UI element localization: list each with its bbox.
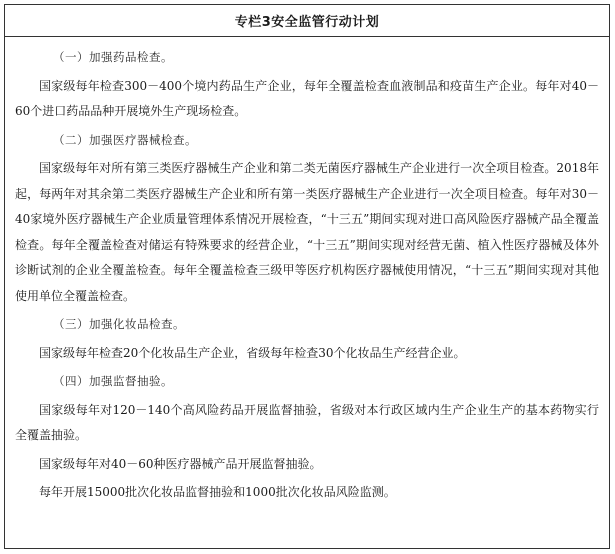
section-paragraph: 每年开展15000批次化妆品监督抽验和1000批次化妆品风险监测。 xyxy=(39,485,396,499)
box-content xyxy=(5,37,609,506)
section-paragraph: 国家级每年对120－140个高风险药品开展监督抽验，省级对本行政区域内生产企业生产的基本药物实行全覆盖抽验。 xyxy=(15,402,599,442)
section-paragraph: 国家级每年检查300－400个境内药品生产企业，每年全覆盖检查血液制品和疫苗生产企业。每年对40－60个进口药品品种开展境外生产现场检查。 xyxy=(15,78,599,118)
action-plan-box xyxy=(4,4,610,549)
section-heading-device-inspection: （二）加强医疗器械检查。 xyxy=(53,132,197,147)
section-heading-drug-inspection: （一）加强药品检查。 xyxy=(53,50,173,64)
section-paragraph: 国家级每年对40－60种医疗器械产品开展监督抽验。 xyxy=(39,456,322,471)
box-title: 专栏3安全监管行动计划 xyxy=(5,5,609,37)
section-paragraph: 国家级每年检查20个化妆品生产企业，省级每年检查30个化妆品生产经营企业。 xyxy=(39,345,466,360)
section-heading-cosmetics-inspection: （三）加强化妆品检查。 xyxy=(53,317,185,331)
section-heading-sampling-inspection: （四）加强监督抽验。 xyxy=(53,374,173,388)
section-paragraph: 国家级每年对所有第三类医疗器械生产企业和第二类无菌医疗器械生产企业进行一次全项目检查。2018年起，每两年对其余第二类医疗器械生产企业和所有第一类医疗器械生产企业进行一次全项目检查。每年对30－40家境外医疗器械生产企业质量管理体系情况开展检查，“十三五”期间实现对进口高风险医疗器械产品全覆盖检查。每年全覆盖检查对储运有特殊要求的经营企业，“十三五”期间实现对经营无菌、植入性医疗器械及体外诊断试剂的企业全覆盖检查。每年全覆盖检查三级甲等医疗机构医疗器械使用情况，“十三五”期间实现对其他使用单位全覆盖检查。 xyxy=(15,161,599,303)
